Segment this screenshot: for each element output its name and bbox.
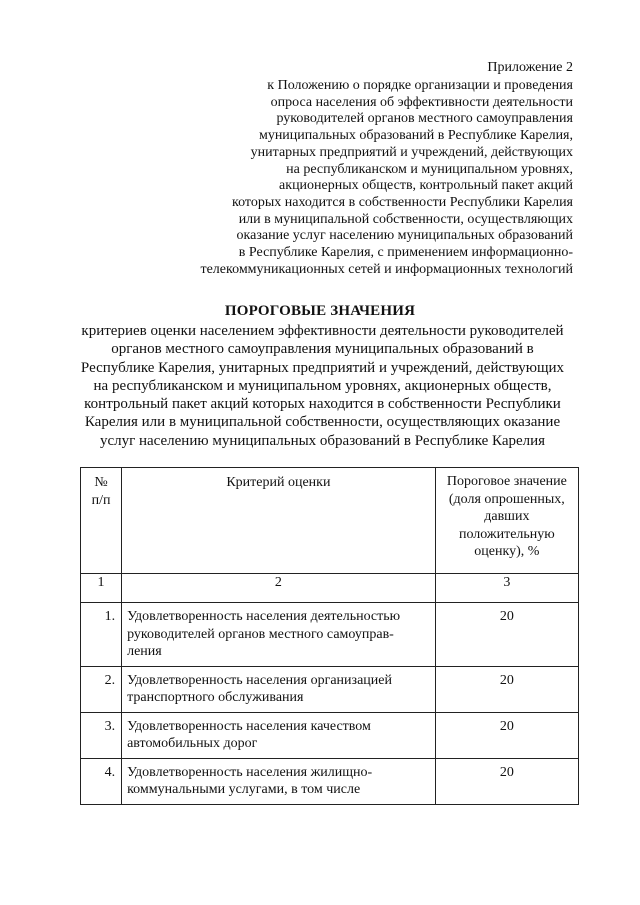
header-number-line: п/п (91, 492, 111, 508)
header-value-line: (доля опрошенных, (448, 491, 565, 507)
subheading-line: услуг населению муниципальных образований в Республике Карелия (99, 432, 546, 449)
table-row (81, 603, 579, 667)
appendix-line: акционерных обществ, контрольный пакет акций (279, 178, 573, 194)
column-index-cell: 1 (81, 574, 122, 603)
subheading-line: контрольный пакет акций которых находится в собственности Республики (84, 396, 561, 413)
criterion-line: автомобильных дорог (127, 736, 258, 751)
criterion-line: транспортного обслуживания (127, 690, 304, 705)
table-row (81, 712, 579, 758)
row-criterion (122, 666, 436, 712)
header-criterion-label: Критерий оценки (226, 475, 331, 490)
subheading-line: критериев оценки населением эффективности деятельности руководителей (81, 323, 564, 339)
header-number-line: № (94, 475, 108, 490)
document-subheading (60, 322, 585, 450)
header-value-cell (435, 468, 578, 574)
row-threshold-value: 20 (435, 666, 578, 712)
criterion-line: Удовлетворенность населения деятельностью (127, 609, 401, 624)
row-threshold-value: 20 (435, 758, 578, 804)
header-value-line: оценку), % (474, 544, 540, 559)
criterion-line: Удовлетворенность населения организацией (127, 672, 392, 688)
appendix-line: муниципальных образований в Республике Карелия, (258, 128, 573, 144)
appendix-line: которых находится в собственности Республики Карелия (232, 194, 573, 210)
subheading-line: органов местного самоуправления муниципальных образований в (111, 341, 534, 358)
table-row (81, 758, 579, 804)
appendix-line: в Республике Карелия, с применением информационно- (238, 245, 573, 261)
criterion-line: Удовлетворенность населения качеством (127, 718, 371, 734)
appendix-line: оказание услуг населению муниципальных образований (236, 228, 573, 244)
appendix-line: на республиканском и муниципальном уровнях, (286, 161, 573, 177)
subheading-line: на республиканском и муниципальном уровнях, акционерных обществ, (93, 377, 552, 394)
appendix-line: опроса населения об эффективности деятельности (270, 94, 573, 110)
header-value-line: давших (484, 509, 530, 524)
document-heading: ПОРОГОВЫЕ ЗНАЧЕНИЯ (224, 303, 416, 319)
subheading-line: Республике Карелия, унитарных предприятий и учреждений, действующих (80, 359, 565, 376)
row-number: 3. (81, 712, 122, 758)
row-number: 1. (81, 603, 122, 667)
header-criterion-cell (122, 468, 436, 574)
subheading-line: Карелия или в муниципальной собственности, осуществляющих оказание (84, 414, 561, 431)
header-value-line: положительную (458, 526, 555, 542)
criterion-line: Удовлетворенность населения жилищно- (127, 764, 373, 780)
criterion-line: коммунальными услугами, в том числе (127, 782, 361, 797)
thresholds-table (80, 467, 579, 805)
criterion-line: ления (127, 644, 162, 659)
appendix-line: руководителей органов местного самоуправления (276, 111, 573, 127)
row-number: 2. (81, 666, 122, 712)
column-index-row (81, 574, 579, 603)
row-criterion (122, 758, 436, 804)
row-threshold-value: 20 (435, 603, 578, 667)
row-criterion (122, 712, 436, 758)
table-row (81, 666, 579, 712)
row-threshold-value: 20 (435, 712, 578, 758)
appendix-line: унитарных предприятий и учреждений, действующих (250, 144, 573, 160)
row-criterion (122, 603, 436, 667)
appendix-description (153, 78, 573, 278)
header-value-line: Пороговое значение (446, 474, 567, 489)
appendix-line: к Положению о порядке организации и проведения (267, 78, 573, 93)
appendix-line: телекоммуникационных сетей и информационных технологий (200, 261, 573, 277)
table-header-row (81, 468, 579, 574)
header-number-cell (81, 468, 122, 574)
appendix-title: Приложение 2 (487, 60, 573, 75)
column-index-cell: 3 (435, 574, 578, 603)
row-number: 4. (81, 758, 122, 804)
column-index-cell: 2 (122, 574, 436, 603)
appendix-line: или в муниципальной собственности, осуществляющих (238, 211, 573, 227)
criterion-line: руководителей органов местного самоуправ- (127, 626, 394, 642)
